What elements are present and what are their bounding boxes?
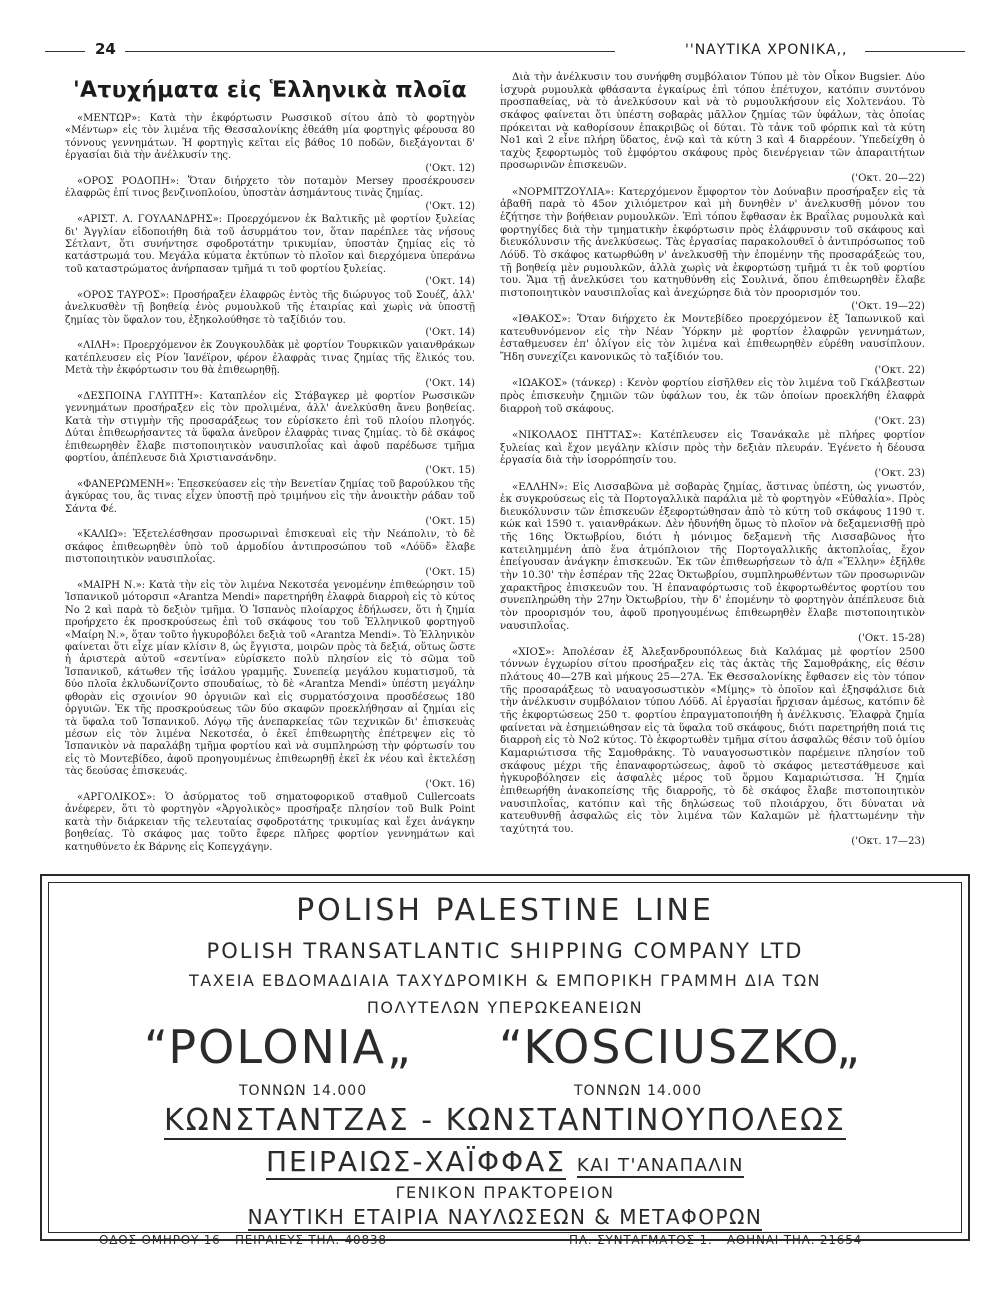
ad-ship-polonia: “POLONIA„ <box>144 1020 413 1074</box>
header-rule-right <box>865 51 965 52</box>
ad-address-piraeus: ΟΔΟΣ ΟΜΗΡΟΥ 16 - ΠΕΙΡΑΙΕΥΣ ΤΗΛ. 40838 <box>99 1233 387 1247</box>
report-date: ('Οκτ. 15) <box>425 566 475 578</box>
report-paragraph <box>65 340 475 390</box>
report-text: Κατερχόμενον ἔμφορτον τὸν Δούναβιν προσήραξεν εἰς τὰ ἀβαθῆ παρὰ τὸ 45ον χιλιόμετρον καὶ μὴ δυνηθὲν ν' ἀνελκυσθῇ μόνον του ἐζήτησε τὴν βοήθειαν ρυμουλκῶν. Ἐπὶ τόπου ἔφθασαν ἐκ Βραΐλας ρυμουλκὰ καὶ φορτηγίδες διὰ τὴν τμηματικὴν ἐκφόρτωσιν πρὸς ἐλάφρυνσιν τοῦ σκάφους καὶ διευκόλυνσιν τῆς ἀνελκύσεως. Τὰς ἐργασίας παρακολουθεῖ ὁ ἀντιπρόσωπος τοῦ Λόϋδ. Τὸ σκάφος κατωρθώθη ν' ἀνελκυσθῇ τὴν ἐπομένην τῆς προσαράξεώς του, τῇ βοηθείᾳ μὲν ρυμουλκῶν, ἀλλὰ χωρὶς νὰ ἐκφορτώσῃ τμῆμά τι ἐκ τοῦ φορτίου του. Ἅμα τῇ ἀνελκύσει του κατηυθύνθη εἰς Σουλινά, ὅπου ἐπιθεωρηθὲν ἔλαβε πιστοποιητικὸν ναυσιπλοΐας καὶ ἀνεχώρησε διὰ τὸν προορισμόν του. <box>500 186 925 299</box>
ship-name: «ΙΩΑΚΟΣ» <box>512 378 568 390</box>
report-text: Καταπλέον εἰς Στάβαγκερ μὲ φορτίον Ρωσσικῶν γεννημάτων προσήραξεν εἰς τὸν προλιμένα, ἀλλ' ἀνελκύσθη ἄνευ βοηθείας. Κατὰ τὴν στιγμὴν τῆς προσαράξεως τον εὑρίσκετο ἐπὶ τοῦ πλοίου πλοηγός. Δύται ἐπιθεωρήσαντες τὰ ὕφαλα ἀνεῦρον ἐλαφρὰς τινας ζημίας. τὸ δὲ σκάφος ἐπιθεωρηθὲν ἔλαβε πιστοποιητικὸν ναυσιπλοΐας καὶ ἀφοῦ παρέδωσε τμῆμα φορτίου, ἀπέπλευσε διὰ Χριστιανσάνδην. <box>65 390 475 464</box>
report-paragraph <box>65 580 475 791</box>
page-number: 24 <box>95 40 116 58</box>
ship-name: «ΧΙΟΣ»: <box>512 646 555 658</box>
report-text: Ὁ ἀσύρματος τοῦ σηματοφορικοῦ σταθμοῦ Cullercoats ἀνέφερεν, ὅτι τὸ φορτηγὸν «Ἀργολικὸς» προσήραξε πλησίον τοῦ Bulk Point κατὰ τὴν διάρκειαν τῆς τελευταίας σφοδροτάτης τρικυμίας καὶ ἔχει ἀνάγκην βοηθείας. Τὸ σκάφος μας τοῦτο ἔφερε πλῆρες φορτίον γεννημάτων καὶ κατηυθύνετο ἐκ Βάρνης εἰς Κοπεγχάγην. <box>65 791 475 853</box>
ship-name: «ΜΕΝΤΩΡ»: <box>77 113 141 124</box>
article-column-left <box>65 74 475 855</box>
report-paragraph <box>65 290 475 340</box>
report-text: Κατὰ τὴν εἰς τὸν λιμένα Νεκοτσέα γενομένην ἐπιθεώρησιν τοῦ Ἱσπανικοῦ μότορσιπ «Arantza Mendi» παρετηρήθη ἐλαφρὰ διαρροὴ εἰς τὸ κύτος Νο 2 καὶ παρὰ τὸ δεξιὸν τμῆμα. Ὁ Ἱσπανὸς πλοίαρχος ἐδήλωσεν, ὅτι ἡ ζημία προήρχετο ἐκ προσκρούσεως ἐπὶ τοῦ σκάφους του τοῦ Ἑλληνικοῦ φορτηγοῦ «Μαίρη Ν.», ὅταν τοῦτο ἠγκυροβόλει δεξιὰ τοῦ «Arantza Mendi». Τὸ Ἑλληνικὸν φαίνεται ὅτι εἶχε μίαν κλίσιν 8, ὡς ἔγγιστα, μοιρῶν πρὸς τὰ δεξιά, οὕτως ὥστε ἡ ἀριστερὰ αὐτοῦ «σεντίνα» εὑρίσκετο πολὺ πλησίον εἰς τὸ σῶμα τοῦ Ἱσπανικοῦ, κάτωθεν τῆς ἰσάλου γραμμῆς. Συνεπείᾳ μεγάλου κυματισμοῦ, τὰ δύο πλοῖα ἐκλυδωνίζοντο σπουδαίως, τὸ δὲ «Arantza Mendi» ὑπέστη μεγάλην φθορὰν εἰς σχοινίον 90 ὀργυιῶν καὶ εἰς συρματόσχοινα προσδέσεως 180 ὀργυιῶν. Ἐκ τῆς προσκρούσεως τῶν δύο σκαφῶν προεκλήθησαν αἱ ζημίαι εἰς τὰ ὕφαλα τοῦ Ἱσπανικοῦ. Λόγῳ τῆς ἀνεπαρκείας τῶν τεχνικῶν δι' ἐπισκευὰς μέσων εἰς τὸν λιμένα Νεκοτσέα, ὁ ἐκεῖ ἐπιθεωρητὴς ἐπέτρεψεν εἰς τὸ Ἱσπανικὸν νὰ παραλάβῃ τμῆμα φορτίου καὶ νὰ συμπληρώσῃ τὴν φόρτωσίν του εἰς τὸ Μοντεβίδεο, ἀφοῦ προηγουμένως ἐπιθεωρηθῇ ἐκεῖ ἐκ νέου καὶ ἐκτελέσῃ τὰς δεούσας ἐπισκευάς. <box>65 580 475 778</box>
ad-ship-kosciuszko: “KOSCIUSZKO„ <box>499 1020 863 1074</box>
report-paragraph <box>65 792 475 854</box>
running-header <box>45 40 965 66</box>
report-paragraph <box>65 479 475 529</box>
ad-tonnage-polonia: ΤΟΝΝΩΝ 14.000 <box>239 1083 368 1099</box>
ship-name: «ΟΡΟΣ ΤΑΥΡΟΣ»: <box>77 289 170 301</box>
report-date: ('Οκτ. 14) <box>425 377 475 389</box>
report-paragraph <box>500 378 925 429</box>
ship-name: «ΔΕΣΠΟΙΝΑ ΓΛΥΠΤΗ»: <box>77 390 203 402</box>
report-date: ('Οκτ. 12) <box>425 200 475 212</box>
ad-line-company: POLISH TRANSATLANTIC SHIPPING COMPANY LTD <box>206 939 804 963</box>
ship-name: «ΜΑΙΡΗ Ν.»: <box>77 580 146 592</box>
ad-route-constanta <box>49 1103 961 1138</box>
ad-tonnage-kosciuszko: ΤΟΝΝΩΝ 14.000 <box>574 1083 703 1099</box>
report-paragraph <box>500 72 925 186</box>
ad-route-piraeus-text: ΠΕΙΡΑΙΩΣ-ΧΑΪΦΦΑΣ <box>265 1145 566 1178</box>
report-date: ('Οκτ. 16) <box>425 778 475 790</box>
shipping-advertisement <box>40 874 970 1247</box>
report-date: ('Οκτ. 14) <box>425 326 475 338</box>
report-paragraph <box>65 529 475 579</box>
report-date: ('Οκτ. 23) <box>874 467 925 479</box>
ad-address-athens: ΠΛ. ΣΥΝΤΑΓΜΑΤΟΣ 1. - ΑΘΗΝΑΙ ΤΗΛ. 21654 <box>569 1233 863 1247</box>
report-date: ('Οκτ. 12) <box>425 162 475 174</box>
ad-agency-name <box>49 1205 961 1229</box>
ship-name: «ΟΡΟΣ ΡΟΔΟΠΗ»: <box>77 176 180 188</box>
report-paragraph <box>65 214 475 288</box>
report-text: Προσήραξεν ἐλαφρῶς ἐντὸς τῆς διώρυγος τοῦ Σουέζ, ἀλλ' ἀνελκυσθὲν τῇ βοηθείᾳ ἑνὸς ρυμουλκοῦ τῆς ἑταιρίας καὶ χωρὶς νὰ ὑποστῇ ζημίας τὸν ὕφαλον του, ἐξηκολούθησε τὸ ταξίδιόν του. <box>65 289 475 326</box>
report-text: Προερχόμενον ἐκ Ζουγκουλδὰκ μὲ φορτίον Τουρκικῶν γαιανθράκων κατέπλευσεν εἰς Ρίον Ἰανέϊρον, φέρον ἐλαφρὰς τινας ζημίας τῆς ἕλικός του. Μετὰ τὴν ἐκφόρτωσιν του θὰ ἐπιθεωρηθῇ. <box>65 340 475 377</box>
report-paragraph <box>65 391 475 478</box>
report-date: ('Οκτ. 23) <box>874 416 925 428</box>
report-date: ('Οκτ. 14) <box>425 276 475 288</box>
ad-agency-label: ΓΕΝΙΚΟΝ ΠΡΑΚΤΟΡΕΙΟΝ <box>395 1183 615 1202</box>
report-text: Διὰ τὴν ἀνέλκυσιν του συνήφθη συμβόλαιον Τύπου μὲ τὸν Οἶκον Bugsier. Δύο ἰσχυρὰ ρυμουλκὰ φθάσαντα ἐγκαίρως ἐπὶ τόπου ἐπέτυχον, κατόπιν συντόνου προσπαθείας, νὰ τὸ ἀνελκύσουν καὶ νὰ τὸ ρυμουλκήσουν εἰς Χολτενάου. Τὸ σκάφος φαίνεται ὅτι ὑπέστη σοβαρὰς μᾶλλον ζημίας τῶν ὑφάλων, τὰς ὁποίας πρόκειται νὰ καθορίσουν ἐπακριβῶς οἱ δύται. Τὸ τἀνκ τοῦ φόρπικ καὶ τὰ κύτη Νο1 καὶ 2 εἶνε πλήρη ὕδατος, ἐνῷ καὶ τὰ κύτη 3 καὶ 4 διαρρέουν. Ὑπεδείχθη ὁ ταχὺς ξεφορτωμὸς τοῦ ἐμφόρτου σκάφους πρὸς διενέργειαν τῶν ἀπαραιτήτων προσωρινῶν ἐπισκευῶν. <box>500 72 925 172</box>
report-paragraph <box>500 430 925 481</box>
report-text: Ἐξετελέσθησαν προσωριναὶ ἐπισκευαὶ εἰς τὴν Νεάπολιν, τὸ δὲ σκάφος ἐπιθεωρηθὲν ὑπὸ τοῦ ἀρμοδίου ἀντιπροσώπου τοῦ «Λόϋδ» ἔλαβε πιστοποιητικὸν ναυσιπλοΐας. <box>65 529 475 566</box>
advertisement-inner-frame <box>48 882 962 1247</box>
ad-agency-name-text: ΝΑΥΤΙΚΗ ΕΤΑΙΡΙΑ ΝΑΥΛΩΣΕΩΝ & ΜΕΤΑΦΟΡΩΝ <box>247 1205 763 1229</box>
article-title: 'Ατυχήματα εἰς Ἑλληνικὰ πλοῖα <box>73 78 467 103</box>
report-paragraph <box>500 482 925 646</box>
header-rule-left <box>45 51 85 52</box>
report-text: Ἐπεσκεύασεν εἰς τὴν Βενετίαν ζημίας τοῦ βαρούλκου τῆς ἀγκύρας του, ἃς τινας εἶχεν ὑποστῇ πρὸ τριμήνου εἰς τὴν ἀνοικτὴν ράδαν τοῦ Σάντα Φέ. <box>65 478 475 515</box>
report-date: ('Οκτ. 15) <box>425 516 475 527</box>
report-text: Εἰς Λισσαβῶνα μὲ σοβαρὰς ζημίας, ἅστινας ὑπέστη, ὡς γνωστόν, ἐκ συγκρούσεως εἰς τὰ Πορτογαλλικὰ παράλια μὲ τὸ φορτηγὸν «Εὐθαλία». Πρὸς διευκόλυνσιν τῶν ἐπισκευῶν ἐξεφορτώθησαν ἀπὸ τὸ κύτη τοῦ σκάφους 1190 τ. κώκ καὶ 1590 τ. γαιανθράκων. Δὲν ἠδυνήθη ὅμως τὸ πλοῖον νὰ δεξαμενισθῇ πρὸ τῆς 16ης Ὀκτωβρίου, διότι ἡ μόνιμος δεξαμενὴ τῆς Λισσαβῶνος ἦτο κατειλημμένη ἀπὸ ἕνα ἀτμόπλοιον τῆς Πορτογαλλικῆς ἀκτοπλοΐας, ἔχον ἐπείγουσαν ἀνάγκην ἐπισκευῶν. Ἐκ τῶν ἐπιθεωρήσεων τὸ ἀ/π «Ἕλλην» ἐξῆλθε τὴν 10.30' τὴν ἑσπέραν τῆς 22ας Ὀκτωβρίου, συμπληρωθέντων τῶν προσωρινῶν χαρακτῆρος ἐπισκευῶν του. Ἡ ἐπαναφόρτωσις τοῦ ἐκφορτωθέντος φορτίου του συνεπληρώθη τὴν 27ην Ὀκτωβρίου, τὴν δ' ἐπομένην τὸ φορτηγὸν ἀπέπλευσε διὰ τὸν προορισμόν του, ἀφοῦ προηγουμένως ἐπιθεωρηθὲν ἔλαβε πιστοποιητικὸν ναυσιπλοΐας. <box>500 481 925 632</box>
report-date: ('Οκτ. 15-28) <box>858 633 925 645</box>
ship-name: «ΝΙΚΟΛΑΟΣ ΠΗΤΤΑΣ»: <box>512 429 642 441</box>
header-rule-middle <box>125 51 615 52</box>
report-date: ('Οκτ. 17—23) <box>851 836 925 848</box>
ship-name: «ΚΑΛΙΩ»: <box>77 529 127 541</box>
report-paragraph <box>65 176 475 213</box>
ship-name: «ΛΙΛΗ»: <box>77 340 120 352</box>
report-paragraph <box>65 113 475 175</box>
report-text: Ἀπολέσαν ἐξ Ἀλεξανδρουπόλεως διὰ Καλάμας μὲ φορτίον 2500 τόννων ἐγχωρίου σίτου προσήραξεν εἰς τὰς ἀκτὰς τῆς Σαμοθράκης, εἰς θέσιν πλάτους 40—27Β καὶ μήκους 25—27Α. Ἐκ Θεσσαλονίκης ἔφθασεν εἰς τὸν τόπον τῆς προσαράξεως τὸ ναυαγοσωστικὸν «Μίμης» τὸ ὁποῖον καὶ ἐξησφάλισε διὰ τὴν ἀνέλκυσιν συμβόλαιον τύπου Λόϋδ. Αἱ ἐργασίαι ἤρχισαν ἀμέσως, κατόπιν δὲ τῆς ἐκφορτώσεως 250 τ. φορτίου ἐπραγματοποιήθη ἡ ἀνέλκυσις. Ἐλαφρὰ ζημία φαίνεται νὰ ἐσημειώθησαν εἰς τὰ ὕφαλα τοῦ σκάφους, διότι παρετηρήθη ποιά τις διαρροὴ εἰς τὸ Νο2 κύτος. Τὸ ἐκφορτωθὲν τμῆμα σίτου ἀσφαλῶς θέσιν τοῦ ὁμίου Καμαριώτισσα τῆς Σαμοθράκης. Τὸ ναυαγοσωστικὸν παρέμεινε πλησίον τοῦ σκάφους μέχρι τῆς ἐπαναφορτώσεως, ἀφοῦ τὸ σκάφος μετεστάθμευσε καὶ ἠγκυροβόλησεν εἰς ἀσφαλὲς μέρος τοῦ ὅρμου Καμαριώτισσα. Ἡ ζημία ἐπιθεωρήθη ἀνακοπείσης τῆς διαρροῆς, τὸ δὲ σκάφος ἔλαβε πιστοποιητικὸν ναυσιπλοΐας, κατόπιν καὶ τῆς δηλώσεως τοῦ πλοιάρχου, ὅτι δύναται νὰ κατευθυνθῇ ἀσφαλῶς εἰς τὸν λιμένα τῶν Καλαμῶν μὲ ἠλαττωμένην τὴν ταχύτητά του. <box>500 646 925 835</box>
ad-route-constanta-text: ΚΩΝΣΤΑΝΤΖΑΣ - ΚΩΝΣΤΑΝΤΙΝΟΥΠΟΛΕΩΣ <box>164 1103 846 1138</box>
ship-name: «ΙΘΑΚΟΣ»: <box>512 314 571 326</box>
report-text: Ὅταν διήρχετο ἐκ Μοντεβίδεο προερχόμενον ἐξ Ἰαπωνικοῦ καὶ κατευθυνόμενον εἰς τὴν Νέαν Ὑόρκην μὲ φορτίον ἐλαφρῶν γεννημάτων, ἐσταθμευσεν ἐπ' ὀλίγον εἰς τὸν λιμένα καὶ ἐπιθεωρηθὲν εὑρέθη ναυσίπλουν. Ἤδη συνεχίζει κανονικῶς τὸ ταξίδιόν του. <box>500 314 925 364</box>
report-date: ('Οκτ. 15) <box>425 465 475 477</box>
article-column-right <box>500 72 925 850</box>
report-text: Κατὰ τὴν ἐκφόρτωσιν Ρωσσικοῦ σίτου ἀπὸ τὸ φορτηγὸν «Μέντωρ» εἰς τὸν λιμένα τῆς Θεσσαλονίκης ἐθεάθη μία φορτηγὶς φέρουσα 80 τόννους γεννημάτων. Ἡ φορτηγὶς κεῖται εἰς βάθος 10 ποδῶν, διεξάγονται δ' ἐργασίαι διὰ τὴν ἀνέλκυσίν της. <box>65 113 475 162</box>
ad-line-liners: ΠΟΛΥΤΕΛΩΝ ΥΠΕΡΩΚΕΑΝΕΙΩΝ <box>366 998 644 1017</box>
report-paragraph <box>500 314 925 377</box>
ship-name: «ΦΑΝΕΡΩΜΕΝΗ»: <box>77 478 175 490</box>
report-paragraph <box>500 647 925 849</box>
report-text: Προερχόμενον ἐκ Βαλτικῆς μὲ φορτίον ξυλείας δι' Ἀγγλίαν εἰδοποιήθη διὰ τοῦ ἀσυρμάτου τον, ὅταν παρέπλεε τὰς νήσους Σέτλαντ, ὅτι συνήντησε σφοδροτάτην τρικυμίαν, ὑποστὰν ζημίας εἰς τὸ κατάστρωμά του. Μεγάλα κύματα ἐκτύπων τὸ πλοῖον καὶ διερχόμενα ὑπεράνω τοῦ καταστρώματος ἀνήρπασαν τμῆμά τι τοῦ φορτίου ξυλείας. <box>65 214 475 275</box>
report-date: ('Οκτ. 19—22) <box>851 300 925 312</box>
report-text: (τάνκερ) : Κενὸν φορτίου εἰσῆλθεν εἰς τὸν λιμένα τοῦ Γκάλβεστων πρὸς ἐπισκευὴν ζημιῶν τῶν ὑφάλων του, ἐκ τῶν ὁποίων προεκλήθη ἐλαφρὰ διαρροὴ τοῦ σκάφους. <box>500 378 925 415</box>
report-date: ('Οκτ. 22) <box>874 364 925 376</box>
ship-name: «ΕΛΛΗΝ»: <box>512 481 568 493</box>
ad-line-name: POLISH PALESTINE LINE <box>296 893 714 928</box>
report-text: Κατέπλευσεν εἰς Τσανάκαλε μὲ πλήρες φορτίον ξυλείας καὶ ἔχον μεγάλην κλίσιν πρὸς τὴν δεξιὰν πλευράν. Ἐγένετο ἡ δέουσα ἐργασία διὰ τὴν ἰσορρόπησίν του. <box>500 429 925 467</box>
report-paragraph <box>500 187 925 313</box>
report-date: ('Οκτ. 20—22) <box>851 173 925 185</box>
ship-name: «ΝΟΡΜΙΤΖΟΥΛΙΑ»: <box>512 186 615 198</box>
ad-line-service: ΤΑΧΕΙΑ ΕΒΔΟΜΑΔΙΑΙΑ ΤΑΧΥΔΡΟΜΙΚΗ & ΕΜΠΟΡΙΚΗ ΓΡΑΜΜΗ ΔΙΑ ΤΩΝ <box>188 971 822 990</box>
ship-name: «ΑΡΙΣΤ. Λ. ΓΟΥΛΑΝΔΡΗΣ»: <box>77 214 222 226</box>
journal-title: ''ΝΑΥΤΙΚΑ ΧΡΟΝΙΚΑ,, <box>685 42 848 58</box>
ad-route-piraeus <box>49 1145 961 1178</box>
ship-name: «ΑΡΓΟΛΙΚΟΣ»: <box>77 791 156 803</box>
report-text: Ὅταν διήρχετο τὸν ποταμὸν Mersey προσέκρουσεν ἐλαφρῶς ἐπί τινος βενζινοπλοίου, ὑποστὰν ἀσημάντους τινὰς ζημίας. <box>65 176 475 200</box>
ad-route-return-text: ΚΑΙ Τ'ΑΝΑΠΑΛΙΝ <box>576 1155 745 1176</box>
